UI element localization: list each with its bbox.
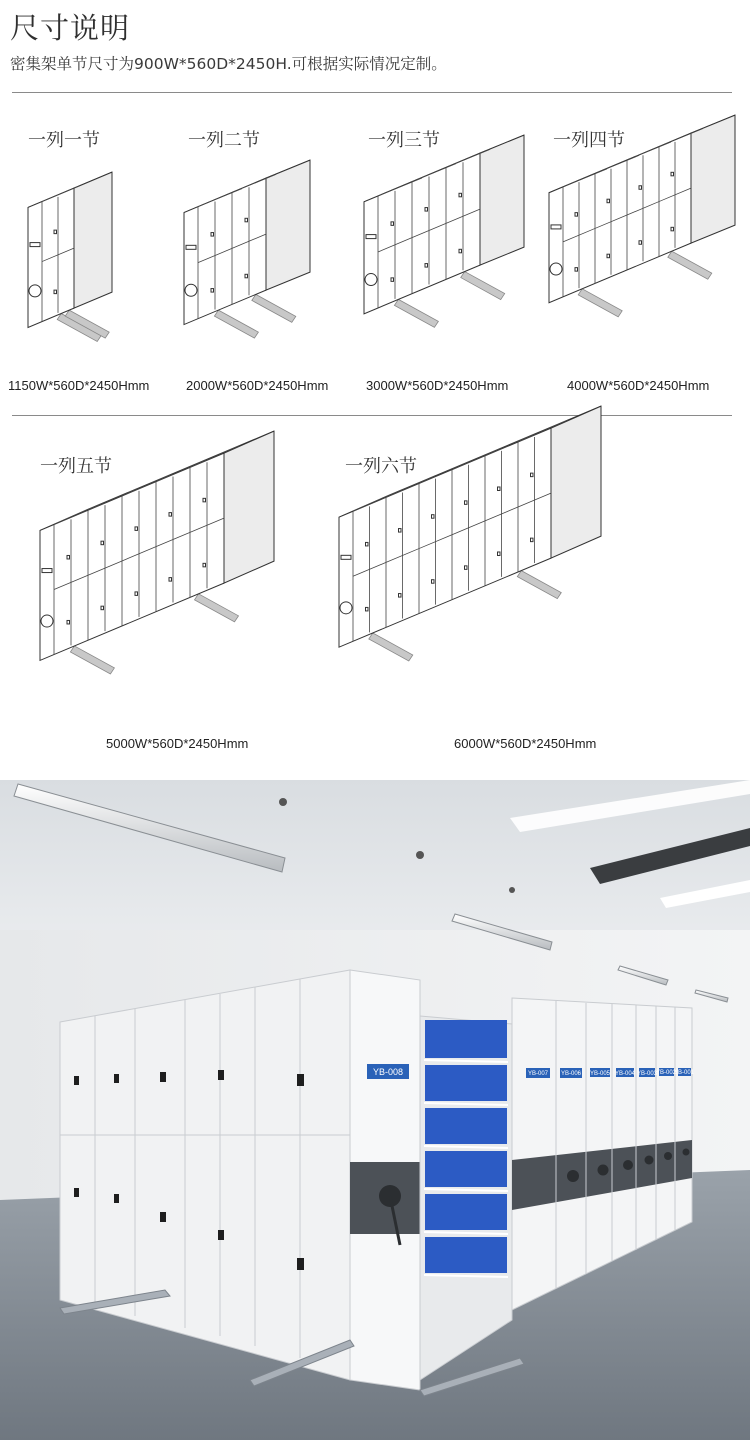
floor-rail xyxy=(195,594,239,622)
cabinet-drawing-4 xyxy=(545,135,740,360)
cabinet-side xyxy=(551,406,601,558)
cabinet-dimension-1: 1150W*560D*2450Hmm xyxy=(8,378,150,393)
floor-rail xyxy=(517,571,561,599)
floor-rail xyxy=(252,294,296,322)
cabinet-dimension-2: 2000W*560D*2450Hmm xyxy=(186,378,329,393)
cabinet-dimension-3: 3000W*560D*2450Hmm xyxy=(366,378,509,393)
cabinet-tag-text: YB-002 xyxy=(655,1070,677,1076)
floor-rail xyxy=(214,310,258,338)
cabinet-dimension-5: 5000W*560D*2450Hmm xyxy=(106,736,249,751)
cabinet-tag-text: YB-008 xyxy=(372,1067,404,1077)
floor-rail xyxy=(668,251,712,279)
cabinet-side xyxy=(480,135,524,265)
cabinet-dimension-6: 6000W*560D*2450Hmm xyxy=(454,736,597,751)
cabinet-label-4: 一列四节 xyxy=(553,130,625,151)
cabinet-side xyxy=(691,115,735,243)
cabinet-tag-text: YB-006 xyxy=(560,1071,582,1077)
cabinet-tag-text: YB-001 xyxy=(673,1070,695,1076)
floor-rail xyxy=(461,272,505,300)
cabinet-tag-text: YB-004 xyxy=(614,1071,636,1077)
cabinet-dimension-4: 4000W*560D*2450Hmm xyxy=(567,378,710,393)
cabinet-side xyxy=(224,431,274,583)
cabinet-drawing-2 xyxy=(180,180,350,360)
cabinet-side xyxy=(266,160,310,290)
divider-top xyxy=(12,92,732,93)
divider-middle xyxy=(12,415,732,416)
cabinet-side xyxy=(74,172,112,308)
cabinet-label-1: 一列一节 xyxy=(28,130,100,151)
cabinet-label-5: 一列五节 xyxy=(40,456,112,477)
ceiling-spotlight xyxy=(509,887,515,893)
cabinet-drawing-5 xyxy=(36,455,296,725)
cabinet-tag-text: YB-005 xyxy=(589,1071,611,1077)
page-title: 尺寸说明 xyxy=(10,11,131,45)
cabinet-label-6: 一列六节 xyxy=(345,456,417,477)
ceiling-spotlight xyxy=(416,851,424,859)
cabinet-tag-text: YB-007 xyxy=(527,1071,549,1077)
cabinet-drawing-3 xyxy=(360,155,540,360)
page-subtitle: 密集架单节尺寸为900W*560D*2450H.可根据实际情况定制。 xyxy=(10,55,447,73)
cabinet-drawing-1 xyxy=(24,190,164,360)
cabinet-drawing-6 xyxy=(335,430,615,725)
showroom-photo xyxy=(0,780,750,1440)
floor-rail xyxy=(394,299,438,327)
cabinet-tag-text: YB-003 xyxy=(636,1071,658,1077)
floor-rail xyxy=(578,289,622,317)
ceiling-spotlight xyxy=(279,798,287,806)
floor-rail xyxy=(70,646,114,674)
cabinet-label-3: 一列三节 xyxy=(368,130,440,151)
floor-rail xyxy=(369,633,413,661)
cabinet-label-2: 一列二节 xyxy=(188,130,260,151)
